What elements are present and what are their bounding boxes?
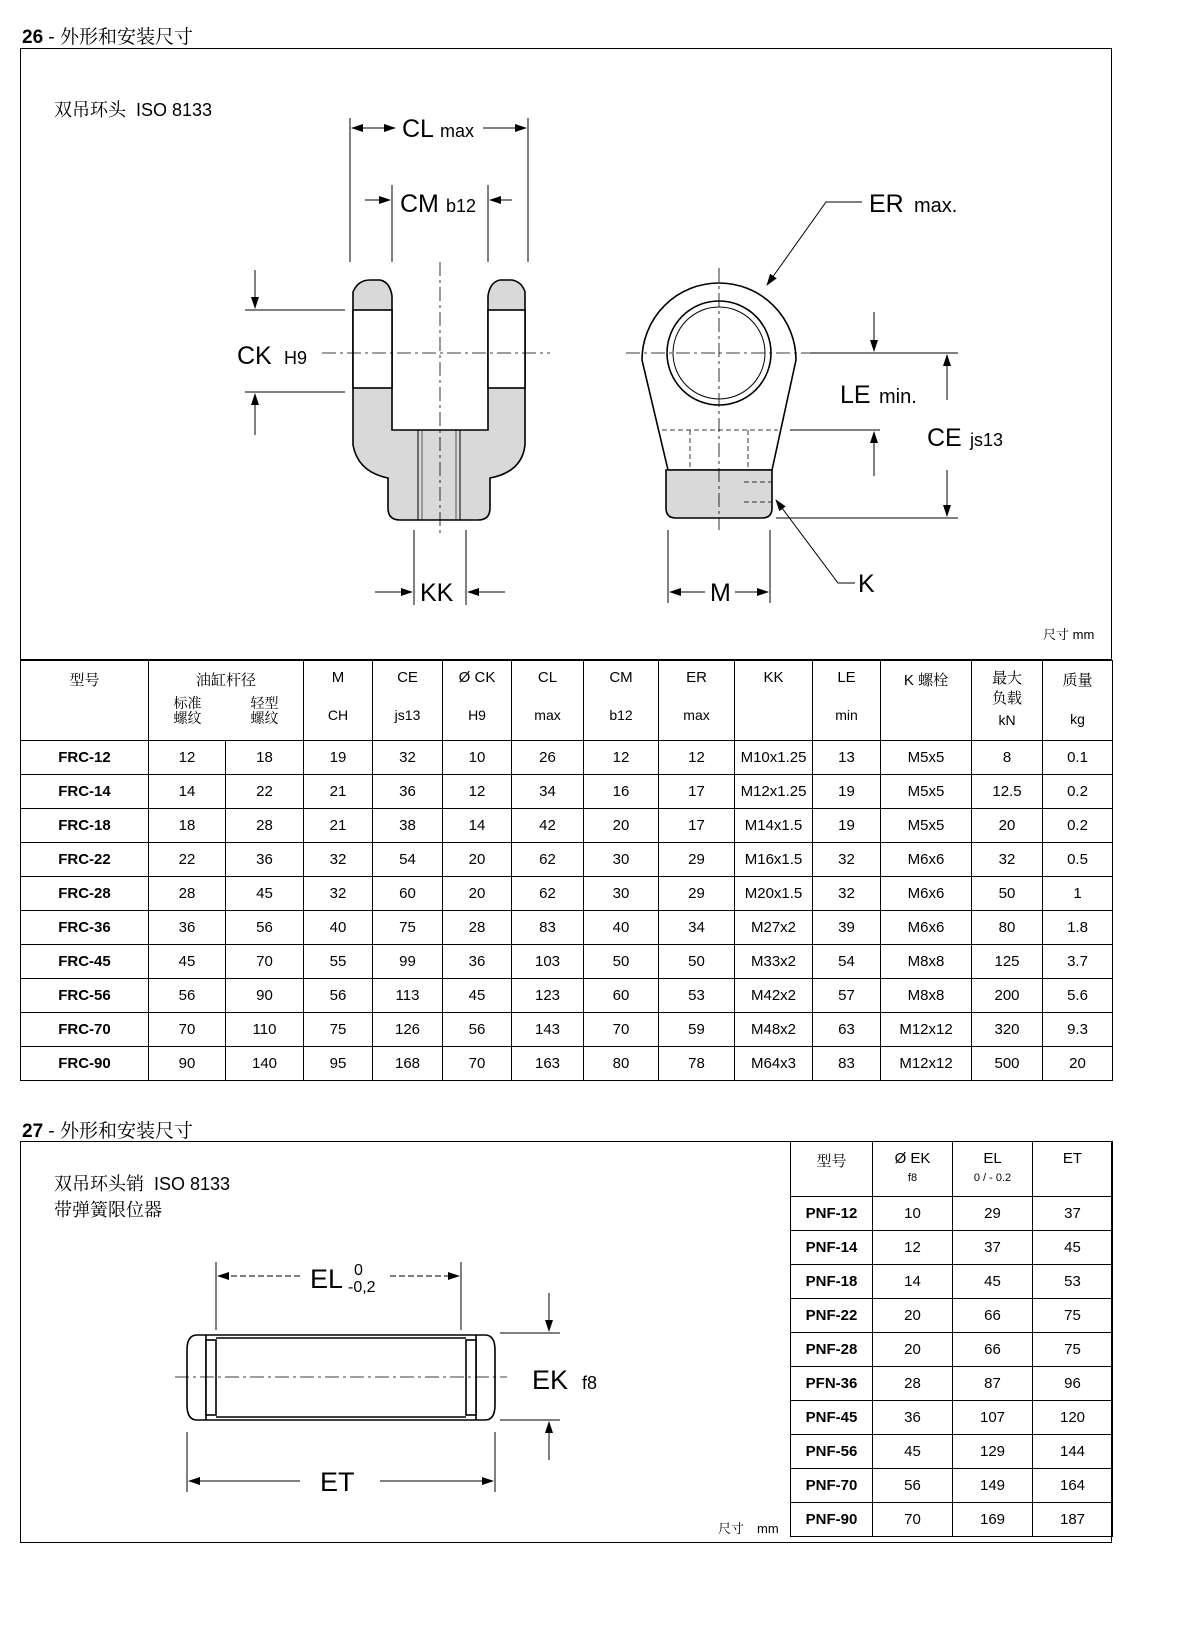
table-cell: 12 <box>149 741 226 775</box>
model-cell: FRC-45 <box>21 945 149 979</box>
table-cell: 28 <box>443 911 512 945</box>
table-cell: M5x5 <box>881 809 972 843</box>
table-cell: 45 <box>1033 1231 1113 1265</box>
table-cell: 12 <box>584 741 659 775</box>
table-cell: 107 <box>953 1401 1033 1435</box>
table-cell: 17 <box>659 775 735 809</box>
table-cell: 34 <box>512 775 584 809</box>
col-ce: CE js13 <box>373 661 443 741</box>
table-row <box>791 1231 1113 1265</box>
table-cell: 12 <box>659 741 735 775</box>
table-cell: 50 <box>584 945 659 979</box>
table-cell: 19 <box>813 809 881 843</box>
col-load: 最大 负载 kN <box>972 661 1043 741</box>
table-cell: 66 <box>953 1333 1033 1367</box>
table-row <box>791 1469 1113 1503</box>
table-cell: 20 <box>443 877 512 911</box>
model-cell: FRC-18 <box>21 809 149 843</box>
table-cell: 36 <box>373 775 443 809</box>
col-mass: 质量 kg <box>1043 661 1113 741</box>
table-cell: M5x5 <box>881 741 972 775</box>
table-cell: 36 <box>873 1401 953 1435</box>
table-cell: 17 <box>659 809 735 843</box>
table-cell: 54 <box>373 843 443 877</box>
table-row <box>791 1503 1113 1537</box>
model-cell: PNF-22 <box>791 1299 873 1333</box>
table-cell: 13 <box>813 741 881 775</box>
section-26-caption: 双吊环头 ISO 8133 <box>54 100 213 120</box>
table-cell: 125 <box>972 945 1043 979</box>
table-cell: M12x12 <box>881 1013 972 1047</box>
col-rod: 油缸杆径 标准 螺纹 轻型 螺纹 <box>149 661 304 741</box>
table-cell: 53 <box>1033 1265 1113 1299</box>
col-cm: CM b12 <box>584 661 659 741</box>
table-row <box>791 1401 1113 1435</box>
table-cell: 149 <box>953 1469 1033 1503</box>
model-cell: PNF-70 <box>791 1469 873 1503</box>
table-cell: 123 <box>512 979 584 1013</box>
table-cell: M6x6 <box>881 877 972 911</box>
table-row <box>791 1265 1113 1299</box>
table-cell: 56 <box>873 1469 953 1503</box>
table-cell: 20 <box>873 1333 953 1367</box>
table-cell: 70 <box>443 1047 512 1081</box>
label-el-sup: 0 <box>354 1262 363 1279</box>
table-cell: M12x1.25 <box>735 775 813 809</box>
col-ek: Ø EK f8 <box>873 1142 953 1197</box>
label-er: ER <box>869 190 904 218</box>
table-cell: 110 <box>226 1013 304 1047</box>
col-cl: CL max <box>512 661 584 741</box>
table-cell: M5x5 <box>881 775 972 809</box>
col-model: 型号 <box>21 661 149 741</box>
table-cell: 45 <box>226 877 304 911</box>
table-cell: 0.1 <box>1043 741 1113 775</box>
section-27-table <box>790 1141 1113 1537</box>
table-cell: 70 <box>873 1503 953 1537</box>
table-cell: 34 <box>659 911 735 945</box>
model-cell: PNF-28 <box>791 1333 873 1367</box>
model-cell: FRC-22 <box>21 843 149 877</box>
table-cell: 12.5 <box>972 775 1043 809</box>
table-header-row <box>791 1142 1113 1197</box>
label-k: K <box>858 570 875 598</box>
label-ck-sub: H9 <box>284 348 308 368</box>
col-et: ET <box>1033 1142 1113 1197</box>
table-cell: 42 <box>512 809 584 843</box>
label-le: LE <box>840 381 871 409</box>
table-cell: 80 <box>972 911 1043 945</box>
table-cell: 30 <box>584 877 659 911</box>
table-cell: 1.8 <box>1043 911 1113 945</box>
section-27-caption-line2: 带弹簧限位器 <box>54 1200 162 1220</box>
table-cell: M14x1.5 <box>735 809 813 843</box>
col-el: EL 0 / - 0.2 <box>953 1142 1033 1197</box>
label-ek-sub: f8 <box>582 1373 598 1393</box>
model-cell: PNF-90 <box>791 1503 873 1537</box>
table-cell: 200 <box>972 979 1043 1013</box>
model-cell: FRC-90 <box>21 1047 149 1081</box>
table-cell: 60 <box>373 877 443 911</box>
table-row <box>791 1333 1113 1367</box>
table-cell: 32 <box>813 877 881 911</box>
label-er-sub: max. <box>914 195 958 217</box>
table-cell: 80 <box>584 1047 659 1081</box>
table-cell: 20 <box>443 843 512 877</box>
table-cell: 163 <box>512 1047 584 1081</box>
table-cell: 45 <box>873 1435 953 1469</box>
table-cell: 59 <box>659 1013 735 1047</box>
table-cell: 54 <box>813 945 881 979</box>
table-cell: 78 <box>659 1047 735 1081</box>
table-cell: 10 <box>873 1197 953 1231</box>
table-cell: 103 <box>512 945 584 979</box>
table-cell: 56 <box>149 979 226 1013</box>
table-cell: 12 <box>443 775 512 809</box>
table-cell: 60 <box>584 979 659 1013</box>
table-cell: 63 <box>813 1013 881 1047</box>
table-cell: 57 <box>813 979 881 1013</box>
table-cell: M48x2 <box>735 1013 813 1047</box>
model-cell: FRC-14 <box>21 775 149 809</box>
col-kk: KK <box>735 661 813 741</box>
table-cell: 32 <box>813 843 881 877</box>
model-cell: PFN-36 <box>791 1367 873 1401</box>
table-cell: 30 <box>584 843 659 877</box>
table-cell: 113 <box>373 979 443 1013</box>
table-cell: 90 <box>149 1047 226 1081</box>
model-cell: PNF-45 <box>791 1401 873 1435</box>
table-cell: 37 <box>953 1231 1033 1265</box>
table-cell: 50 <box>659 945 735 979</box>
table-cell: 19 <box>813 775 881 809</box>
section-26-unit: 尺寸 mm <box>1043 627 1095 642</box>
table-cell: 1 <box>1043 877 1113 911</box>
table-row <box>791 1367 1113 1401</box>
table-cell: 70 <box>149 1013 226 1047</box>
table-cell: M8x8 <box>881 979 972 1013</box>
table-cell: 70 <box>226 945 304 979</box>
table-cell: 187 <box>1033 1503 1113 1537</box>
table-cell: 320 <box>972 1013 1043 1047</box>
table-cell: 12 <box>873 1231 953 1265</box>
table-cell: 21 <box>304 775 373 809</box>
table-cell: 20 <box>873 1299 953 1333</box>
table-cell: 40 <box>584 911 659 945</box>
label-ce-sub: js13 <box>970 430 1004 450</box>
table-cell: 66 <box>953 1299 1033 1333</box>
table-cell: 56 <box>443 1013 512 1047</box>
table-cell: 5.6 <box>1043 979 1113 1013</box>
col-k: K 螺栓 <box>881 661 972 741</box>
col-model: 型号 <box>791 1142 873 1197</box>
table-cell: M10x1.25 <box>735 741 813 775</box>
table-cell: 126 <box>373 1013 443 1047</box>
table-cell: M16x1.5 <box>735 843 813 877</box>
table-cell: 32 <box>304 877 373 911</box>
table-cell: 62 <box>512 877 584 911</box>
table-cell: 22 <box>149 843 226 877</box>
table-cell: 55 <box>304 945 373 979</box>
section-27-caption: 双吊环头销 ISO 8133 <box>54 1174 231 1194</box>
table-cell: 140 <box>226 1047 304 1081</box>
label-ck: CK <box>237 342 272 370</box>
table-cell: 0.2 <box>1043 775 1113 809</box>
table-cell: 500 <box>972 1047 1043 1081</box>
table-cell: 28 <box>149 877 226 911</box>
section-26-title: 26 - 外形和安装尺寸 <box>22 27 194 48</box>
model-cell: PNF-12 <box>791 1197 873 1231</box>
table-cell: 96 <box>1033 1367 1113 1401</box>
table-cell: 168 <box>373 1047 443 1081</box>
table-cell: 14 <box>443 809 512 843</box>
label-cm-sub: b12 <box>446 196 477 216</box>
table-cell: 40 <box>304 911 373 945</box>
table-cell: 120 <box>1033 1401 1113 1435</box>
label-cm: CM <box>400 190 439 218</box>
table-cell: 70 <box>584 1013 659 1047</box>
model-cell: FRC-36 <box>21 911 149 945</box>
table-row <box>791 1197 1113 1231</box>
table-cell: M27x2 <box>735 911 813 945</box>
table-cell: M6x6 <box>881 911 972 945</box>
table-cell: 20 <box>1043 1047 1113 1081</box>
table-cell: 8 <box>972 741 1043 775</box>
table-cell: M20x1.5 <box>735 877 813 911</box>
table-cell: 75 <box>304 1013 373 1047</box>
table-cell: 50 <box>972 877 1043 911</box>
label-ek: EK <box>532 1365 569 1395</box>
table-cell: 21 <box>304 809 373 843</box>
model-cell: PNF-56 <box>791 1435 873 1469</box>
model-cell: FRC-70 <box>21 1013 149 1047</box>
table-cell: 14 <box>873 1265 953 1299</box>
label-cl-sub: max <box>440 121 475 141</box>
table-cell: M33x2 <box>735 945 813 979</box>
table-cell: 3.7 <box>1043 945 1113 979</box>
model-cell: FRC-56 <box>21 979 149 1013</box>
model-cell: PNF-14 <box>791 1231 873 1265</box>
table-cell: 144 <box>1033 1435 1113 1469</box>
table-cell: 38 <box>373 809 443 843</box>
col-m: M CH <box>304 661 373 741</box>
table-cell: M12x12 <box>881 1047 972 1081</box>
table-cell: 9.3 <box>1043 1013 1113 1047</box>
section-27-title: 27 - 外形和安装尺寸 <box>22 1121 194 1142</box>
table-cell: M6x6 <box>881 843 972 877</box>
table-cell: 32 <box>304 843 373 877</box>
table-cell: 36 <box>149 911 226 945</box>
table-cell: 45 <box>149 945 226 979</box>
model-cell: FRC-28 <box>21 877 149 911</box>
label-el: EL <box>310 1264 344 1294</box>
table-cell: 56 <box>304 979 373 1013</box>
table-row <box>791 1435 1113 1469</box>
section-27-unit: 尺寸 mm <box>718 1521 779 1536</box>
table-cell: M42x2 <box>735 979 813 1013</box>
table-cell: 129 <box>953 1435 1033 1469</box>
table-cell: 62 <box>512 843 584 877</box>
table-cell: 143 <box>512 1013 584 1047</box>
model-cell: FRC-12 <box>21 741 149 775</box>
table-cell: 75 <box>373 911 443 945</box>
col-ck: Ø CK H9 <box>443 661 512 741</box>
table-cell: 32 <box>972 843 1043 877</box>
table-cell: 14 <box>149 775 226 809</box>
table-cell: 16 <box>584 775 659 809</box>
table-cell: 75 <box>1033 1299 1113 1333</box>
table-cell: 26 <box>512 741 584 775</box>
label-le-sub: min. <box>879 386 917 408</box>
table-cell: 20 <box>972 809 1043 843</box>
table-cell: 45 <box>443 979 512 1013</box>
table-cell: 83 <box>512 911 584 945</box>
table-cell: 45 <box>953 1265 1033 1299</box>
table-cell: 32 <box>373 741 443 775</box>
table-cell: 19 <box>304 741 373 775</box>
table-cell: M64x3 <box>735 1047 813 1081</box>
table-cell: 29 <box>953 1197 1033 1231</box>
pin-view <box>187 1335 495 1420</box>
col-er: ER max <box>659 661 735 741</box>
label-el-sub: -0,2 <box>348 1279 376 1296</box>
table-cell: 20 <box>584 809 659 843</box>
label-m: M <box>710 579 731 607</box>
table-cell: 29 <box>659 877 735 911</box>
table-cell: 28 <box>226 809 304 843</box>
table-row <box>791 1299 1113 1333</box>
table-cell: 22 <box>226 775 304 809</box>
table-cell: 36 <box>443 945 512 979</box>
table-cell: 169 <box>953 1503 1033 1537</box>
table-cell: 87 <box>953 1367 1033 1401</box>
label-cl: CL <box>402 115 434 143</box>
table-cell: 28 <box>873 1367 953 1401</box>
table-cell: 90 <box>226 979 304 1013</box>
table-cell: 56 <box>226 911 304 945</box>
table-cell: 95 <box>304 1047 373 1081</box>
table-cell: 36 <box>226 843 304 877</box>
table-cell: 39 <box>813 911 881 945</box>
table-cell: 99 <box>373 945 443 979</box>
label-et: ET <box>320 1467 355 1497</box>
col-le: LE min <box>813 661 881 741</box>
table-cell: 18 <box>149 809 226 843</box>
table-cell: 164 <box>1033 1469 1113 1503</box>
table-cell: 18 <box>226 741 304 775</box>
label-ce: CE <box>927 424 962 452</box>
table-cell: 10 <box>443 741 512 775</box>
model-cell: PNF-18 <box>791 1265 873 1299</box>
table-cell: 0.5 <box>1043 843 1113 877</box>
table-cell: 0.2 <box>1043 809 1113 843</box>
table-cell: 37 <box>1033 1197 1113 1231</box>
label-kk: KK <box>420 579 454 607</box>
table-cell: 53 <box>659 979 735 1013</box>
table-cell: 83 <box>813 1047 881 1081</box>
table-cell: 29 <box>659 843 735 877</box>
table-cell: M8x8 <box>881 945 972 979</box>
table-cell: 75 <box>1033 1333 1113 1367</box>
